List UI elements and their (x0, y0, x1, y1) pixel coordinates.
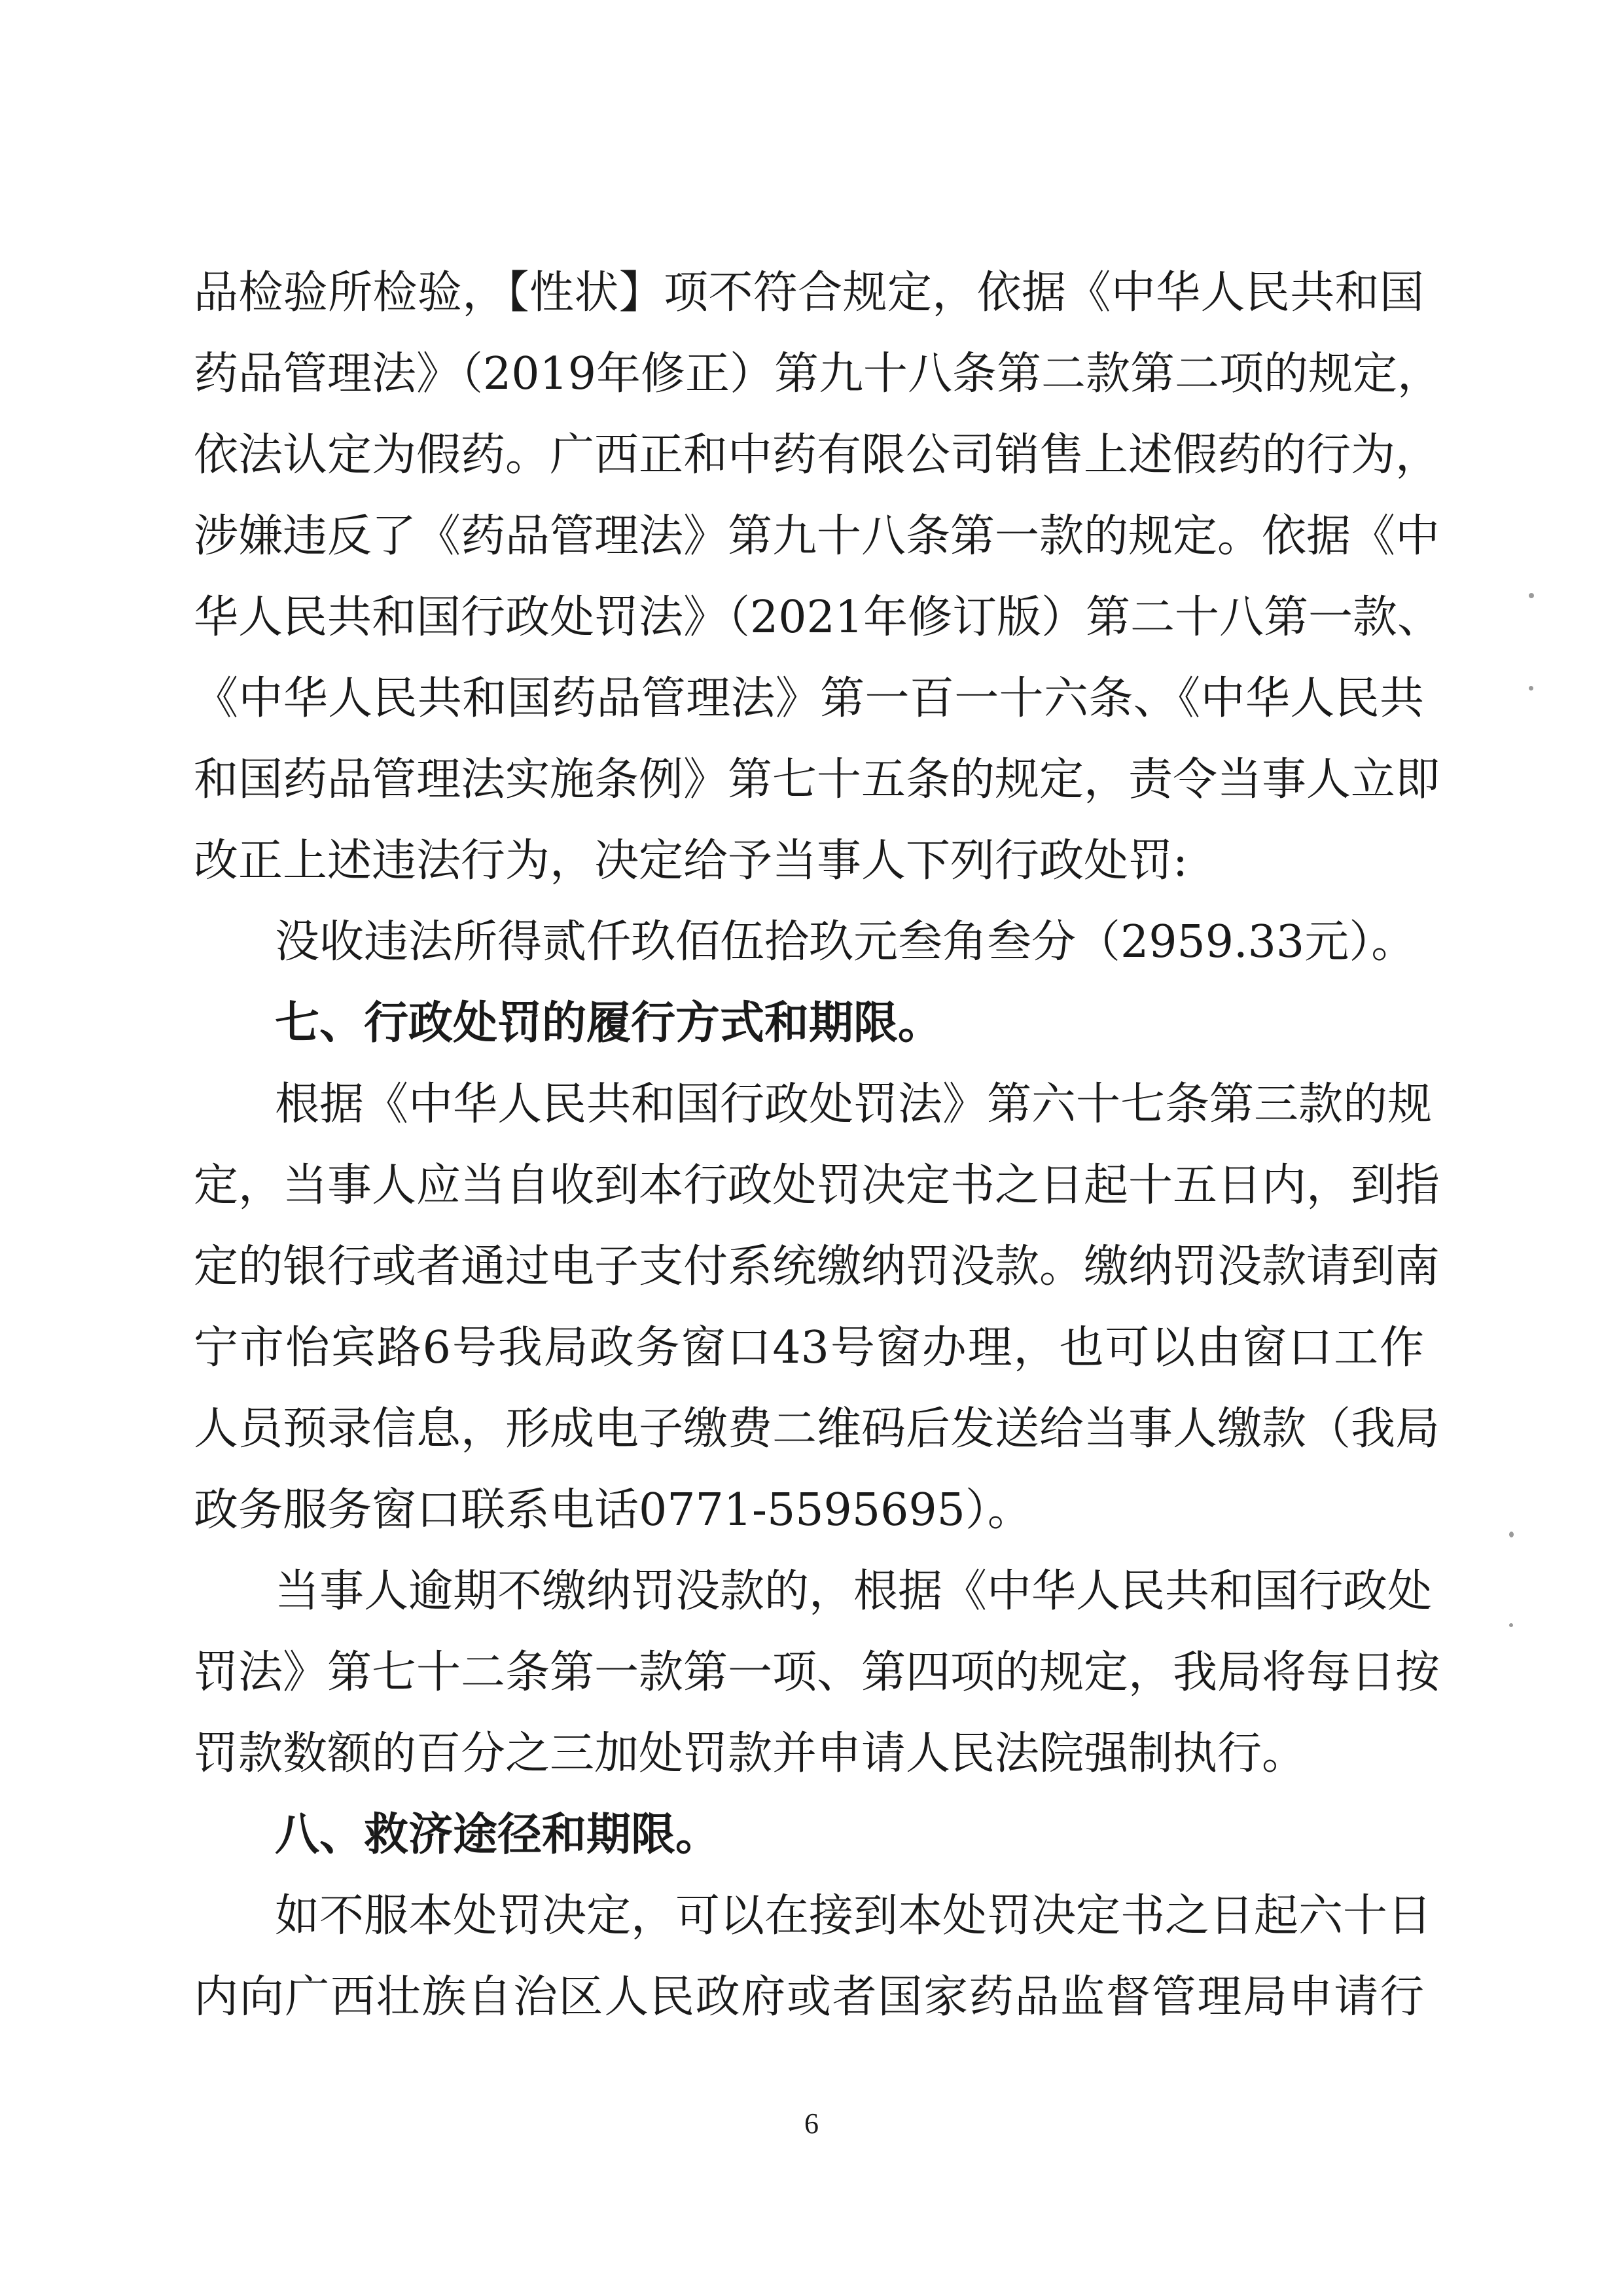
paragraph-line: 当事人逾期不缴纳罚没款的，根据《中华人民共和国行政处 (275, 1566, 1433, 1617)
paragraph-line: 宁市怡宾路6号我局政务窗口43号窗办理，也可以由窗口工作 (194, 1322, 1424, 1374)
page-number: 6 (804, 2108, 819, 2140)
scan-speck (1509, 1532, 1514, 1537)
paragraph-line: 《中华人民共和国药品管理法》第一百一十六条、《中华人民共 (194, 673, 1424, 725)
scan-speck (1529, 686, 1533, 691)
paragraph-line: 根据《中华人民共和国行政处罚法》第六十七条第三款的规 (275, 1079, 1433, 1130)
scan-speck (1509, 1623, 1513, 1627)
paragraph-line: 品检验所检验，【性状】项不符合规定，依据《中华人民共和国 (194, 267, 1424, 319)
penalty-line: 没收违法所得贰仟玖佰伍拾玖元叁角叁分（2959.33元）。 (275, 916, 1416, 968)
paragraph-line: 依法认定为假药。广西正和中药有限公司销售上述假药的行为， (194, 429, 1440, 481)
paragraph-line: 政务服务窗口联系电话0771-5595695）。 (194, 1484, 1032, 1536)
scan-speck (1529, 593, 1534, 598)
paragraph-line: 人员预录信息，形成电子缴费二维码后发送给当事人缴款（我局 (194, 1403, 1440, 1455)
section-heading: 八、救济途径和期限。 (275, 1809, 721, 1861)
section-heading: 七、行政处罚的履行方式和期限。 (275, 997, 943, 1049)
paragraph-line: 罚款数额的百分之三加处罚款并申请人民法院强制执行。 (194, 1728, 1307, 1780)
paragraph-line: 定的银行或者通过电子支付系统缴纳罚没款。缴纳罚没款请到南 (194, 1241, 1440, 1293)
paragraph-line: 和国药品管理法实施条例》第七十五条的规定，责令当事人立即 (194, 754, 1440, 806)
paragraph-line: 华人民共和国行政处罚法》（2021年修订版）第二十八第一款、 (194, 592, 1442, 643)
paragraph-line: 定，当事人应当自收到本行政处罚决定书之日起十五日内，到指 (194, 1160, 1440, 1211)
paragraph-line: 内向广西壮族自治区人民政府或者国家药品监督管理局申请行 (194, 1971, 1424, 2023)
paragraph-line: 涉嫌违反了《药品管理法》第九十八条第一款的规定。依据《中 (194, 511, 1440, 562)
paragraph-line: 药品管理法》（2019年修正）第九十八条第二款第二项的规定， (194, 348, 1442, 400)
paragraph-line: 改正上述违法行为，决定给予当事人下列行政处罚: (194, 835, 1188, 887)
paragraph-line: 如不服本处罚决定，可以在接到本处罚决定书之日起六十日 (275, 1890, 1433, 1942)
paragraph-line: 罚法》第七十二条第一款第一项、第四项的规定，我局将每日按 (194, 1647, 1440, 1698)
